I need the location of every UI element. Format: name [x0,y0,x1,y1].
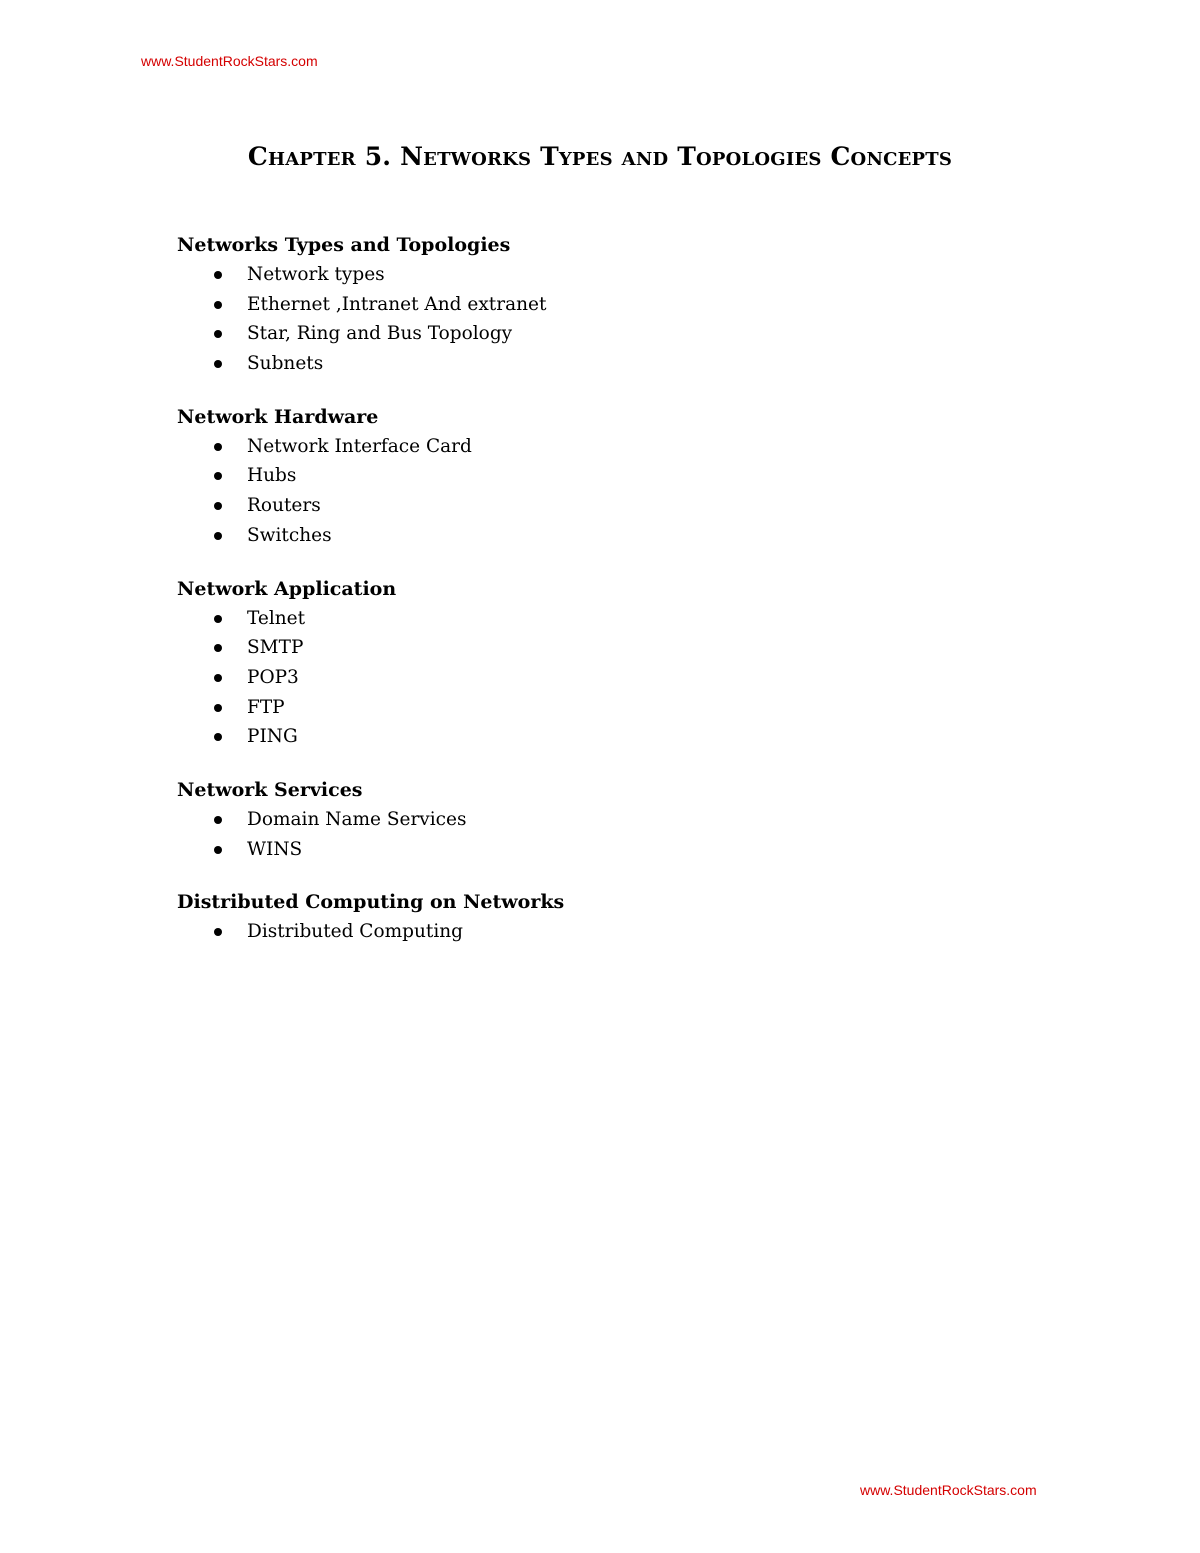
bullet-list [177,805,1077,864]
list-item [177,432,1077,462]
list-item-text: POP3 [247,666,299,688]
bullet-icon [214,733,222,741]
bullet-icon [214,360,222,368]
list-item-text: Routers [247,495,321,517]
section-heading: Network Hardware [177,405,379,428]
bullet-icon [214,674,222,682]
chapter-title: Chapter 5. Networks Types and Topologies Concepts [247,142,953,171]
list-item-text: Network Interface Card [247,435,472,457]
list-item-text: Hubs [247,465,297,487]
list-item-text: FTP [247,696,285,718]
list-item [177,521,1077,551]
section-heading: Networks Types and Topologies [177,234,511,256]
list-item [177,319,1077,349]
list-item [177,491,1077,521]
list-item [177,461,1077,491]
document-body [177,230,1077,970]
bullet-icon [214,928,222,936]
list-item-text: Telnet [247,607,306,629]
list-item-text: Subnets [247,353,324,375]
list-item [177,693,1077,723]
list-item-text: Ethernet ,Intranet And extranet [247,293,547,315]
list-item-text: Network types [247,264,385,285]
list-item [177,290,1077,320]
bullet-icon [214,271,222,279]
bullet-list [177,260,1077,379]
bullet-icon [214,502,222,510]
list-item [177,349,1077,379]
section-heading: Network Services [177,778,363,801]
bullet-icon [214,301,222,309]
list-item-text: Distributed Computing [247,921,464,943]
bullet-icon [214,330,222,338]
footer-link[interactable]: www.StudentRockStars.com [860,1482,1037,1498]
bullet-list [177,917,1077,947]
list-item-text: SMTP [247,637,304,659]
list-item-text: Domain Name Services [247,808,467,830]
section-heading: Distributed Computing on Networks [177,891,565,914]
list-item-text: Star, Ring and Bus Topology [247,323,513,345]
list-item [177,663,1077,693]
section-distributed-computing [177,887,1077,947]
header-link[interactable]: www.StudentRockStars.com [141,53,318,69]
bullet-icon [214,644,222,652]
list-item [177,835,1077,865]
section-network-hardware [177,402,1077,551]
section-heading: Network Application [177,577,397,600]
list-item [177,917,1077,947]
section-network-services [177,775,1077,864]
bullet-icon [214,472,222,480]
bullet-icon [214,443,222,451]
list-item [177,260,1077,290]
bullet-list [177,604,1077,752]
section-network-application [177,574,1077,752]
bullet-icon [214,846,222,854]
list-item [177,722,1077,752]
section-networks-types [177,230,1077,379]
bullet-icon [214,615,222,623]
list-item-text: Switches [247,524,332,546]
list-item [177,805,1077,835]
bullet-list [177,432,1077,551]
list-item [177,604,1077,634]
bullet-icon [214,532,222,540]
list-item [177,633,1077,663]
list-item-text: PING [247,726,298,748]
list-item-text: WINS [247,838,303,860]
bullet-icon [214,816,222,824]
bullet-icon [214,704,222,712]
